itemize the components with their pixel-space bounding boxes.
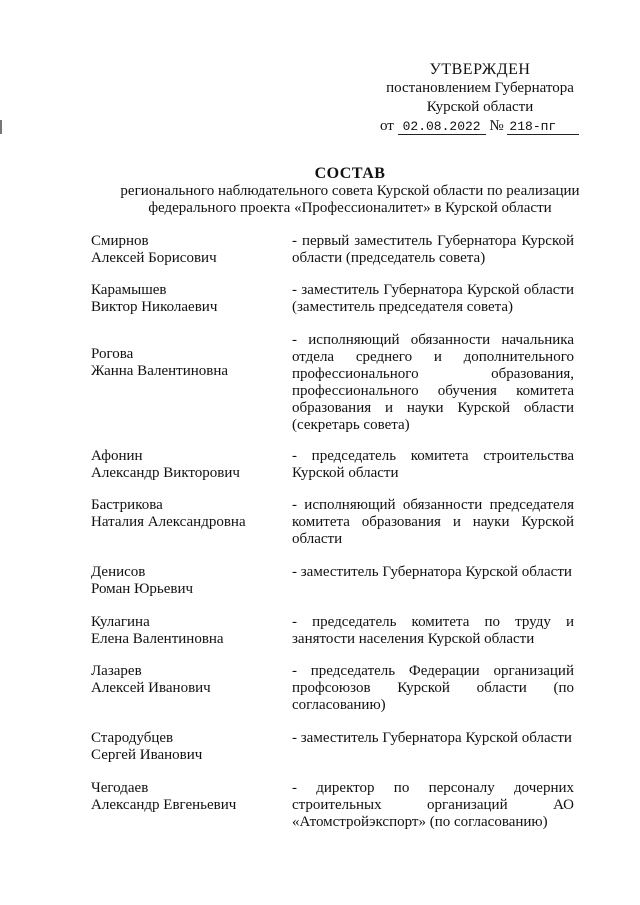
approval-date: 02.08.2022	[398, 119, 486, 135]
member-role: - заместитель Губернатора Курской области	[292, 730, 572, 746]
member-surname: Денисов	[91, 564, 146, 580]
member-name	[91, 282, 281, 316]
document-title: СОСТАВ	[314, 165, 386, 182]
member-name	[91, 346, 281, 380]
member-name	[91, 780, 281, 814]
member-role: - председатель Федерации организаций профсоюзов Курской области (по согласованию)	[292, 663, 574, 713]
member-given-name: Александр Викторович	[91, 465, 240, 481]
member-given-name: Виктор Николаевич	[91, 299, 218, 315]
member-role: - директор по персоналу дочерних строительных организаций АО «Атомстройэкспорт» (по согласованию)	[292, 780, 574, 830]
member-surname: Смирнов	[91, 233, 149, 249]
member-given-name: Наталия Александровна	[91, 514, 246, 530]
member-surname: Кулагина	[91, 614, 150, 630]
member-surname: Лазарев	[91, 663, 142, 679]
approval-line-2: Курской области	[426, 99, 534, 115]
approval-number: 218-пг	[507, 119, 579, 135]
member-role: - первый заместитель Губернатора Курской области (председатель совета)	[292, 233, 574, 266]
date-prefix: от	[380, 118, 394, 134]
member-surname: Рогова	[91, 346, 134, 362]
member-given-name: Алексей Иванович	[91, 680, 211, 696]
member-role: - исполняющий обязанности начальника отдела среднего и дополнительного профессионального образования, профессионального обучения комитета образования и науки Курской области (секретарь совета)	[292, 332, 574, 433]
scan-edge-mark	[0, 120, 2, 134]
member-role: - председатель комитета строительства Курской области	[292, 448, 574, 481]
member-name	[91, 663, 281, 697]
member-role: - заместитель Губернатора Курской области (заместитель председателя совета)	[292, 282, 574, 315]
member-surname: Бастрикова	[91, 497, 163, 513]
member-name	[91, 614, 281, 648]
document-subtitle-line-1: регионального наблюдательного совета Курской области по реализации	[120, 183, 580, 199]
member-surname: Афонин	[91, 448, 143, 464]
member-surname: Чегодаев	[91, 780, 149, 796]
document-heading	[110, 165, 590, 217]
member-name	[91, 497, 281, 531]
member-name	[91, 233, 281, 267]
member-given-name: Сергей Иванович	[91, 747, 203, 763]
member-surname: Карамышев	[91, 282, 167, 298]
member-name	[91, 730, 281, 764]
member-name	[91, 448, 281, 482]
approval-title: УТВЕРЖДЕН	[429, 61, 531, 78]
member-surname: Стародубцев	[91, 730, 174, 746]
number-sign: №	[489, 118, 504, 134]
member-given-name: Алексей Борисович	[91, 250, 217, 266]
member-name	[91, 564, 281, 598]
document-subtitle-line-2: федерального проекта «Профессионалитет» в Курской области	[148, 200, 552, 216]
member-role: - исполняющий обязанности председателя комитета образования и науки Курской области	[292, 497, 574, 547]
approval-date-line	[370, 117, 590, 136]
member-given-name: Елена Валентиновна	[91, 631, 224, 647]
member-role: - председатель комитета по труду и занятости населения Курской области	[292, 614, 574, 647]
member-given-name: Жанна Валентиновна	[91, 363, 229, 379]
member-given-name: Александр Евгеньевич	[91, 797, 237, 813]
approval-line-1: постановлением Губернатора	[386, 80, 574, 96]
member-given-name: Роман Юрьевич	[91, 581, 194, 597]
approval-block	[370, 60, 590, 136]
member-role: - заместитель Губернатора Курской области	[292, 564, 572, 580]
